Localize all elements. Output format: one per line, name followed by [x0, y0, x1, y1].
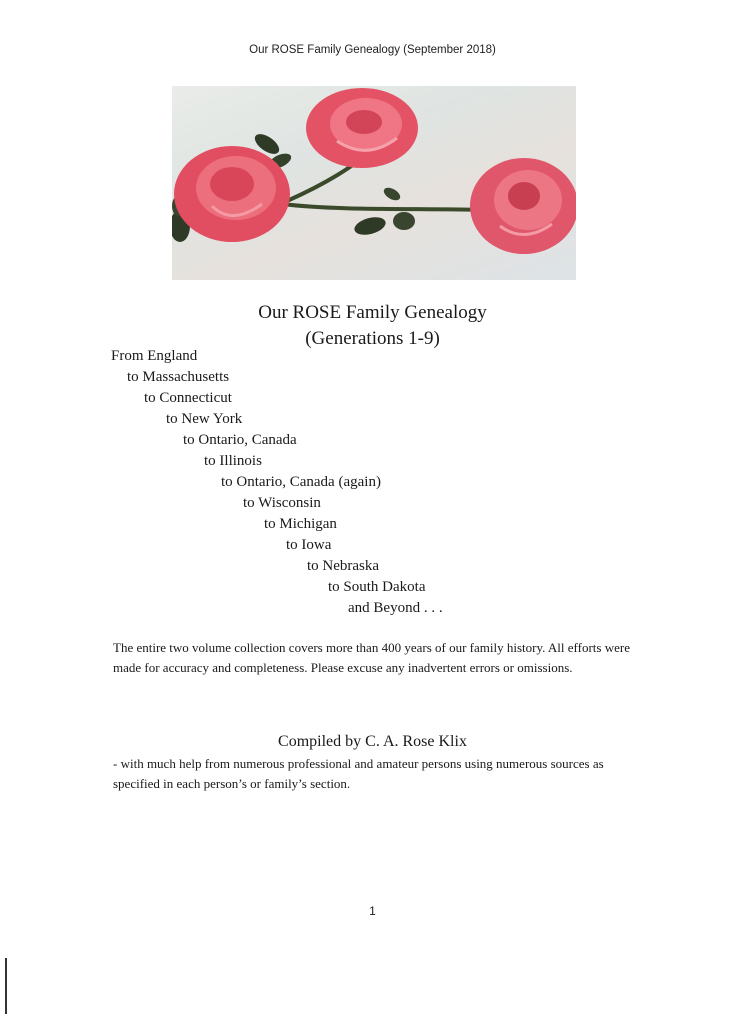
route-stop: to South Dakota: [328, 579, 426, 595]
route-stop: to Massachusetts: [127, 369, 230, 385]
route-stop: to Iowa: [286, 537, 332, 553]
route-stop: to New York: [166, 411, 243, 427]
route-stop: From England: [111, 348, 198, 364]
compiled-by-heading: Compiled by C. A. Rose Klix: [278, 733, 467, 750]
route-stop: to Nebraska: [307, 558, 380, 574]
title-line-1: Our ROSE Family Genealogy: [258, 302, 487, 323]
route-stop: to Ontario, Canada (again): [221, 474, 381, 490]
intro-paragraph: The entire two volume collection covers more than 400 years of our family history. All efforts were made for accuracy and completeness. Please excuse any inadvertent errors or omissions.: [113, 640, 630, 675]
route-stop: to Michigan: [264, 516, 337, 532]
scan-edge-mark: [5, 958, 7, 1014]
route-stop: and Beyond . . .: [348, 600, 443, 616]
route-stop: to Ontario, Canada: [183, 432, 297, 448]
roses-photo: [172, 86, 576, 280]
page-number: 1: [369, 904, 376, 918]
compiled-note: - with much help from numerous professional and amateur persons using numerous sources as specified in each person’s or family’s section.: [113, 756, 604, 791]
title-line-2: (Generations 1-9): [305, 328, 440, 349]
route-stop: to Wisconsin: [243, 495, 321, 511]
route-stop: to Connecticut: [144, 390, 232, 406]
document-title: [0, 300, 745, 352]
page-header: Our ROSE Family Genealogy (September 2018): [249, 44, 496, 56]
roses-illustration: [172, 86, 576, 280]
route-stop: to Illinois: [204, 453, 262, 469]
